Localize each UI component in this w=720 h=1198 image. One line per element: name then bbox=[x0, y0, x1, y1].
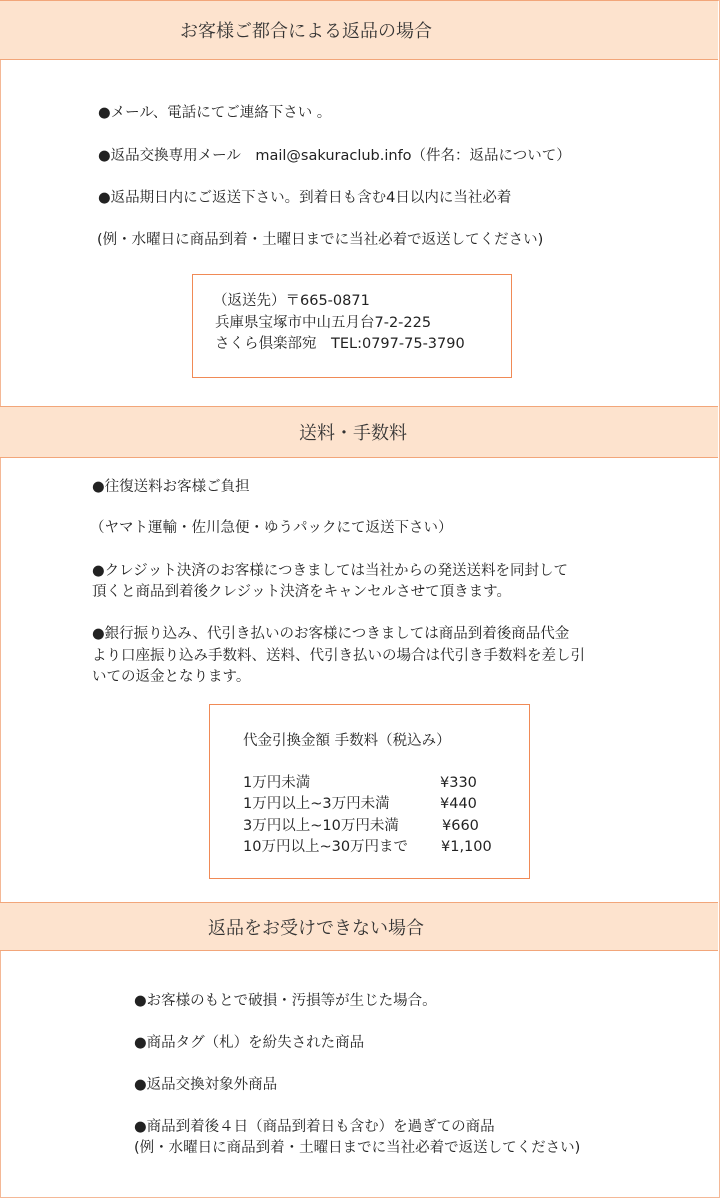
section-title: お客様ご都合による返品の場合 bbox=[180, 21, 432, 42]
section-header-shipping-fees bbox=[0, 406, 718, 458]
fee-row-price: ¥440 bbox=[440, 796, 477, 812]
section-title: 送料・手数料 bbox=[299, 423, 407, 444]
fee-row-label: 3万円以上~10万円未満 bbox=[243, 818, 399, 834]
tag-lost-note: ●商品タグ（札）を紛失された商品 bbox=[134, 1035, 365, 1051]
bank-note-line2: より口座振り込み手数料、送料、代引き払いの場合は代引き手数料を差し引 bbox=[92, 648, 585, 664]
return-address-box bbox=[192, 274, 512, 378]
fee-row-price: ¥1,100 bbox=[441, 839, 492, 855]
return-address-recipient: さくら倶楽部宛 TEL:0797-75-3790 bbox=[215, 336, 465, 352]
fee-row-price: ¥660 bbox=[442, 818, 479, 834]
fee-row-label: 1万円以上~3万円未満 bbox=[243, 796, 390, 812]
return-address-postal: （返送先）〒665-0871 bbox=[213, 293, 370, 309]
return-deadline: ●返品期日内にご返送下さい。到着日も含む4日以内に当社必着 bbox=[98, 190, 512, 206]
credit-note-line2: 頂くと商品到着後クレジット決済をキャンセルさせて頂きます。 bbox=[92, 584, 511, 600]
carrier-note: （ヤマト運輸・佐川急便・ゆうパックにて返送下さい） bbox=[90, 520, 453, 536]
shipping-cost-note: ●往復送料お客様ご負担 bbox=[92, 479, 250, 495]
bank-note-line1: ●銀行振り込み、代引き払いのお客様につきましては商品到着後商品代金 bbox=[92, 626, 570, 642]
late-return-note: ●商品到着後４日（商品到着日も含む）を過ぎての商品 bbox=[134, 1119, 495, 1135]
fee-table-title: 代金引換金額 手数料（税込み） bbox=[243, 733, 451, 749]
section-header-customer-return bbox=[0, 0, 718, 60]
section-header-non-returnable bbox=[0, 902, 718, 951]
damage-note: ●お客様のもとで破損・汚損等が生じた場合。 bbox=[134, 993, 437, 1009]
contact-instruction: ●メール、電話にてご連絡下さい 。 bbox=[98, 105, 332, 121]
late-return-example: (例・水曜日に商品到着・土曜日までに当社必着で返送してください) bbox=[134, 1140, 581, 1156]
fee-row-price: ¥330 bbox=[440, 775, 477, 791]
return-email-info: ●返品交換専用メール mail@sakuraclub.info（件名：返品について） bbox=[98, 148, 571, 164]
section-title: 返品をお受けできない場合 bbox=[208, 917, 424, 939]
excluded-items-note: ●返品交換対象外商品 bbox=[134, 1077, 278, 1093]
fee-row-label: 10万円以上~30万円まで bbox=[243, 839, 409, 855]
return-example: (例・水曜日に商品到着・土曜日までに当社必着で返送してください) bbox=[97, 232, 544, 248]
fee-row-label: 1万円未満 bbox=[243, 775, 311, 791]
bank-note-line3: いての返金となります。 bbox=[92, 669, 251, 685]
return-address-street: 兵庫県宝塚市中山五月台7-2-225 bbox=[215, 315, 432, 331]
credit-note-line1: ●クレジット決済のお客様につきましては当社からの発送送料を同封して bbox=[92, 563, 568, 579]
fee-table-box bbox=[209, 704, 530, 879]
